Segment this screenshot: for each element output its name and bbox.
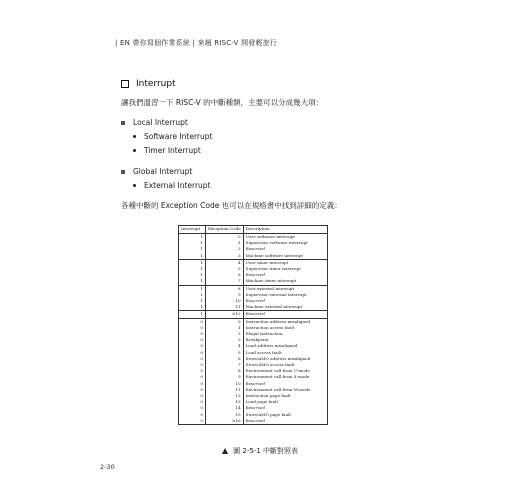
triangle-icon — [222, 448, 228, 454]
cell-interrupt: 0 — [179, 368, 206, 374]
table-row — [179, 253, 328, 260]
cell-interrupt: 0 — [179, 318, 206, 325]
cell-interrupt: 1 — [179, 272, 206, 278]
cell-interrupt: 1 — [179, 292, 206, 298]
cell-exception-code: 11 — [206, 304, 244, 311]
cell-interrupt: 1 — [179, 253, 206, 260]
cell-interrupt: 1 — [179, 298, 206, 304]
figure-caption-text: 圖 2-5-1 中斷對照表 — [233, 447, 299, 455]
cell-exception-code: 4 — [206, 259, 244, 266]
cell-description: Reserved — [243, 272, 327, 278]
section-title: Interrupt — [136, 79, 176, 89]
cell-exception-code: 6 — [206, 356, 244, 362]
cell-description: Reserved — [243, 381, 327, 387]
cell-exception-code: 13 — [206, 399, 244, 405]
cell-description: Instruction access fault — [243, 325, 327, 331]
cell-description: Machine software interrupt — [243, 253, 327, 260]
cell-interrupt: 0 — [179, 325, 206, 331]
table-row — [179, 304, 328, 311]
cell-exception-code: 3 — [206, 253, 244, 260]
cell-exception-code: 14 — [206, 405, 244, 411]
cell-interrupt: 1 — [179, 304, 206, 311]
round-bullet-icon — [133, 184, 136, 187]
table-row — [179, 234, 328, 241]
cell-exception-code: 6 — [206, 272, 244, 278]
cell-description: Environment call from S-mode — [243, 374, 327, 380]
cell-description: Store/AMO address misaligned — [243, 356, 327, 362]
cell-interrupt: 1 — [179, 246, 206, 252]
cell-exception-code: 7 — [206, 278, 244, 285]
list-item-label: Timer Interrupt — [144, 146, 201, 155]
cell-exception-code: 3 — [206, 337, 244, 343]
cell-interrupt: 0 — [179, 362, 206, 368]
table-row — [179, 318, 328, 325]
checkbox-square-icon — [121, 80, 129, 88]
cell-exception-code: ≥16 — [206, 418, 244, 425]
cell-interrupt: 0 — [179, 374, 206, 380]
section-heading — [121, 79, 176, 89]
cell-interrupt: 0 — [179, 387, 206, 393]
list-item-timer-interrupt — [133, 146, 201, 155]
cell-interrupt: 0 — [179, 350, 206, 356]
cell-interrupt: 1 — [179, 278, 206, 285]
cell-exception-code: 4 — [206, 343, 244, 349]
cell-description: Load page fault — [243, 399, 327, 405]
table-header-row — [179, 226, 328, 234]
cell-description: Store/AMO access fault — [243, 362, 327, 368]
list-item-label: Software Interrupt — [144, 132, 213, 141]
cell-exception-code: 10 — [206, 298, 244, 304]
list-item-label: Local Interrupt — [133, 118, 188, 127]
round-bullet-icon — [133, 135, 136, 138]
cell-exception-code: 0 — [206, 234, 244, 241]
cell-description: Instruction address misaligned — [243, 318, 327, 325]
list-item-label: External Interrupt — [144, 181, 211, 190]
table-row — [179, 374, 328, 380]
cell-description: Environment call from M-mode — [243, 387, 327, 393]
table-row — [179, 278, 328, 285]
list-item-software-interrupt — [133, 132, 212, 141]
cell-description: Environment call from U-mode — [243, 368, 327, 374]
list-item-external-interrupt — [133, 181, 211, 190]
cell-interrupt: 0 — [179, 381, 206, 387]
cell-exception-code: 0 — [206, 318, 244, 325]
cell-interrupt: 1 — [179, 240, 206, 246]
cell-interrupt: 1 — [179, 234, 206, 241]
cell-exception-code: 2 — [206, 331, 244, 337]
exception-code-note: 各種中斷的 Exception Code 也可以在規格書中找到詳細的定義： — [121, 201, 342, 210]
cell-description: Store/AMO page fault — [243, 412, 327, 418]
cell-description: User external interrupt — [243, 285, 327, 292]
intro-paragraph: 讓我們溫習一下 RISC-V 的中斷種類，主要可以分成幾大項： — [121, 98, 324, 107]
cell-exception-code: 7 — [206, 362, 244, 368]
cell-exception-code: 8 — [206, 368, 244, 374]
square-bullet-icon — [121, 170, 125, 174]
cell-interrupt: 0 — [179, 405, 206, 411]
cell-interrupt: 0 — [179, 412, 206, 418]
table-row — [179, 311, 328, 318]
page-number: 2-30 — [100, 463, 115, 471]
cell-interrupt: 0 — [179, 393, 206, 399]
cell-exception-code: 2 — [206, 246, 244, 252]
cell-description: Reserved — [243, 246, 327, 252]
cell-exception-code: 1 — [206, 325, 244, 331]
cell-exception-code: ≥12 — [206, 311, 244, 318]
cell-interrupt: 1 — [179, 285, 206, 292]
cell-exception-code: 11 — [206, 387, 244, 393]
cell-description: Load access fault — [243, 350, 327, 356]
cell-description: Machine timer interrupt — [243, 278, 327, 285]
cell-description: Load address misaligned — [243, 343, 327, 349]
list-item-local-interrupt — [121, 118, 188, 127]
cell-exception-code: 10 — [206, 381, 244, 387]
cell-exception-code: 5 — [206, 350, 244, 356]
table-row — [179, 418, 328, 425]
column-header-description: Description — [243, 226, 327, 234]
cell-description: Illegal instruction — [243, 331, 327, 337]
cell-interrupt: 1 — [179, 259, 206, 266]
cell-interrupt: 0 — [179, 356, 206, 362]
cell-description: Breakpoint — [243, 337, 327, 343]
square-bullet-icon — [121, 121, 125, 125]
figure-caption — [0, 446, 520, 456]
cell-interrupt: 0 — [179, 343, 206, 349]
cell-description: Machine external interrupt — [243, 304, 327, 311]
cell-interrupt: 0 — [179, 418, 206, 425]
cell-description: Supervisor external interrupt — [243, 292, 327, 298]
cell-interrupt: 0 — [179, 337, 206, 343]
cell-description: User timer interrupt — [243, 259, 327, 266]
cell-description: User software interrupt — [243, 234, 327, 241]
cell-exception-code: 15 — [206, 412, 244, 418]
cell-description: Reserved — [243, 311, 327, 318]
cell-interrupt: 1 — [179, 311, 206, 318]
cell-interrupt: 0 — [179, 399, 206, 405]
column-header-interrupt: Interrupt — [179, 226, 206, 234]
cell-description: Reserved — [243, 418, 327, 425]
column-header-exception-code: Exception Code — [206, 226, 244, 234]
cell-exception-code: 8 — [206, 285, 244, 292]
running-header: | EN 帶你寫個作業系統 | 來趟 RISC-V 開發輕旅行 — [115, 39, 278, 47]
round-bullet-icon — [133, 149, 136, 152]
cell-interrupt: 0 — [179, 331, 206, 337]
cell-description: Supervisor software interrupt — [243, 240, 327, 246]
exception-code-table — [178, 225, 328, 425]
cell-exception-code: 12 — [206, 393, 244, 399]
cell-interrupt: 1 — [179, 266, 206, 272]
list-item-global-interrupt — [121, 167, 192, 176]
table-body — [179, 234, 328, 425]
cell-description: Instruction page fault — [243, 393, 327, 399]
cell-exception-code: 9 — [206, 374, 244, 380]
cell-exception-code: 9 — [206, 292, 244, 298]
cell-exception-code: 5 — [206, 266, 244, 272]
list-item-label: Global Interrupt — [133, 167, 193, 176]
table-row — [179, 259, 328, 266]
table-row — [179, 285, 328, 292]
cell-description: Reserved — [243, 298, 327, 304]
cell-description: Supervisor timer interrupt — [243, 266, 327, 272]
cell-exception-code: 1 — [206, 240, 244, 246]
cell-description: Reserved — [243, 405, 327, 411]
